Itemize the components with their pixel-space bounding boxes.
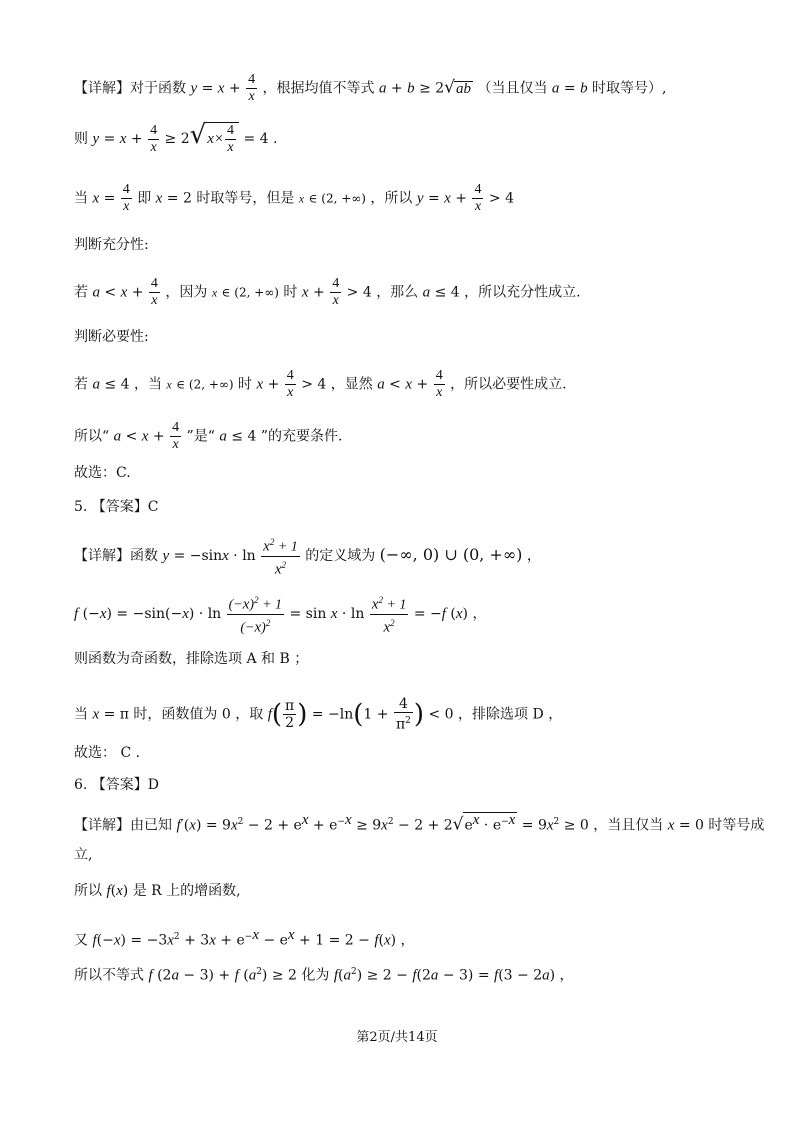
line-16: 6. 【答案】D — [74, 777, 160, 793]
line-19: 所以 f(x) 是 R 上的增函数, — [74, 883, 241, 899]
line-9: 故选：C. — [74, 465, 131, 481]
line-11: 【详解】函数 y = −sinx · ln $\frac{x^2 + 1}{x^2}$ 的定义域为 (−∞, 0) ∪ (0, +∞) ， — [74, 537, 541, 578]
line-8: 所以“ a < x + $\frac{4}{x}$ ”是“ a ≤ 4 ”的充要条件. — [74, 420, 343, 452]
page-footer: 第2页/共14页 — [356, 1030, 438, 1045]
line-10: 5. 【答案】C — [74, 499, 159, 515]
line-15: 故选： C . — [74, 745, 141, 761]
line-13: 则函数为奇函数，排除选项 A 和 B ； — [74, 651, 309, 667]
line-1: 【详解】对于函数 y = x + $\frac{4}{x}$ ，根据均值不等式 a + b ≥ 2√ab （当且仅当 a = b 时取等号）, — [74, 72, 667, 104]
line-5: 若 a < x + $\frac{4}{x}$ ，因为 x ∈ (2, +∞) 时 x + $\frac{4}{x}$ > 4 ，那么 a ≤ 4 ，所以充分性成立. — [74, 276, 581, 308]
line-17: 【详解】由已知 $f'(x) = 9x^2 - 2 + e^x + e^{-x} \ge 9x^2 - 2 + 2√e^x \cdot e^{-x} = 9x^2 \ge 0$ ，当且仅当 x = 0 时等号成 — [74, 812, 765, 835]
line-20: 又 $f(-x) = -3x^2 + 3x + e^{-x} - e^x + 1 = 2 - f(x)$ ， — [74, 927, 415, 949]
line-14: 当 x = π 时，函数值为 0 ，取 f( $\frac{\pi}{2}$ ) = −ln(1 + $\frac{4}{\pi^2}$ ) < 0 ，排除选项 D ， — [74, 696, 563, 733]
line-4: 判断充分性: — [74, 237, 149, 253]
line-6: 判断必要性: — [74, 329, 149, 345]
line-18: 立, — [74, 847, 93, 863]
line-3: 当 x = $\frac{4}{x}$ 即 x = 2 时取等号，但是 x ∈ (2, +∞) ，所以 y = x + $\frac{4}{x}$ > 4 — [74, 182, 515, 214]
line-2: 则 y = x + $\frac{4}{x}$ ≥ 2√x× $\frac{4}{x}$ = 4 . — [74, 120, 278, 156]
line-21: 所以不等式 f (2a − 3) + f $(a^2) \ge 2$ 化为 $f(a^2) \ge 2 - f(2a - 3) = f(3 - 2a)$ ， — [74, 967, 574, 984]
line-7: 若 a ≤ 4 ，当 x ∈ (2, +∞) 时 x + $\frac{4}{x}$ > 4 ，显然 a < x + $\frac{4}{x}$ ，所以必要性成立. — [74, 368, 567, 400]
line-12: f (−x) = −sin(−x) · ln $\frac{(-x)^2 + 1}{(-x)^2}$ = sin x · ln $\frac{x^2 + 1}{x^2}$ = −f (x) ， — [74, 595, 487, 636]
